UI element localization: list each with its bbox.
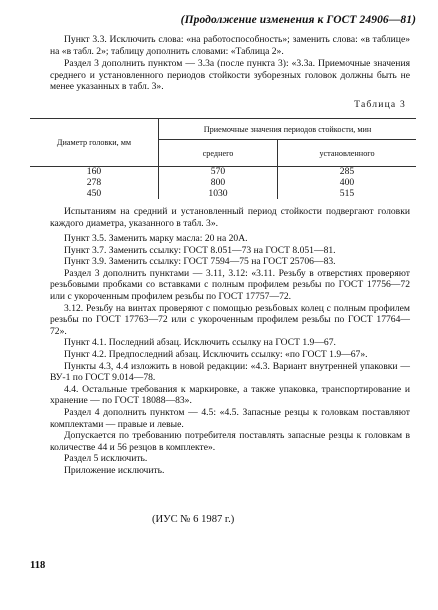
table-header-diameter: Диаметр головки, мм (30, 119, 159, 167)
paragraph-spare-cutters: Допускается по требованию потребителя поставлять запасные резцы к головкам в количестве 44 и 56 резцов в комплекте». (50, 430, 410, 453)
table-cell: 278 (86, 176, 102, 188)
paragraph-items-3-11-3-12: Раздел 3 дополнить пунктами — 3.11, 3.12: «3.11. Резьбу в отверстиях проверяют резьбовыми пробками со вставками с полным профилем резьбы по ГОСТ 17756—72 или с укороченным профилем резьбы по ГОСТ 17757—72. (50, 267, 410, 302)
paragraph-testing: Испытаниям на средний и установленный период стойкости подвергают головки каждого диаметра, указанного в табл. 3». (50, 206, 410, 229)
paragraph-item-4-2: Пункт 4.2. Предпоследний абзац. Исключить ссылку: «по ГОСТ 1.9—67». (64, 348, 368, 360)
table-cell: 450 (86, 187, 102, 199)
table-cell: 285 (339, 166, 355, 177)
paragraph-section-5: Раздел 5 исключить. (64, 453, 148, 465)
paragraph-item-3-12: 3.12. Резьбу на винтах проверяют с помощью резьбовых колец с полным профилем резьбы по ГОСТ 17763—72 или с укороченным профилем резьбы по ГОСТ 17764—72». (50, 302, 410, 337)
table-cell: 160 (86, 166, 102, 177)
paragraph-item-3-3: Пункт 3.3. Исключить слова: «на работоспособность»; заменить слова: «в таблице» на «в табл. 2»; таблицу дополнить словами: «Таблица 2». (50, 34, 410, 57)
paragraph-appendix: Приложение исключить. (64, 464, 165, 476)
page-number: 118 (30, 560, 46, 571)
table-cell: 1030 (208, 187, 228, 199)
paragraph-item-3-9: Пункт 3.9. Заменить ссылку: ГОСТ 7594—75 на ГОСТ 25706—83. (64, 256, 336, 268)
table-cell: 570 (210, 166, 226, 177)
paragraph-section-3-addition: Раздел 3 дополнить пунктом — 3.3а (после пункта 3): «3.3а. Приемочные значения среднего и установленного периодов стойкости зуборезных головок должны быть не менее указанных в табл. 3». (50, 58, 410, 93)
table-cell: 515 (339, 187, 355, 199)
paragraph-item-3-5: Пункт 3.5. Заменить марку масла: 20 на 20А. (64, 233, 248, 244)
table-caption: Таблица 3 (354, 99, 406, 110)
paragraph-item-4-1: Пункт 4.1. Последний абзац. Исключить ссылку на ГОСТ 1.9—67. (64, 337, 336, 349)
table-column-established (278, 167, 417, 200)
table-header-group: Приемочные значения периодов стойкости, мин (159, 119, 417, 140)
table-values-row (30, 167, 416, 200)
paragraph-item-4-5: Раздел 4 дополнить пунктом — 4.5: «4.5. Запасные резцы к головкам поставляют комплектами — правые и левые. (50, 406, 410, 430)
source-reference: (ИУС № 6 1987 г.) (152, 514, 235, 525)
running-header: (Продолжение изменения к ГОСТ 24906—81) (180, 14, 416, 26)
paragraph-item-3-7: Пункт 3.7. Заменить ссылку: ГОСТ 8.051—73 на ГОСТ 8.051—81. (64, 244, 336, 256)
table-column-diameters (30, 167, 159, 200)
paragraph-items-4-3-4-4: Пункты 4.3, 4.4 изложить в новой редакции: «4.3. Вариант внутренней упаковки — ВУ-1 по ГОСТ 9.014—78. (50, 360, 410, 384)
table-header-established: установленного (278, 140, 417, 167)
table-3 (30, 118, 416, 199)
table-column-average (159, 167, 278, 200)
table-cell: 400 (339, 176, 355, 188)
paragraph-item-4-4: 4.4. Остальные требования к маркировке, а также упаковка, транспортирование и хранение — по ГОСТ 18088—83». (50, 383, 410, 407)
amendment-list (50, 233, 410, 476)
table-cell: 800 (210, 176, 226, 188)
table-header-average: среднего (159, 140, 278, 167)
